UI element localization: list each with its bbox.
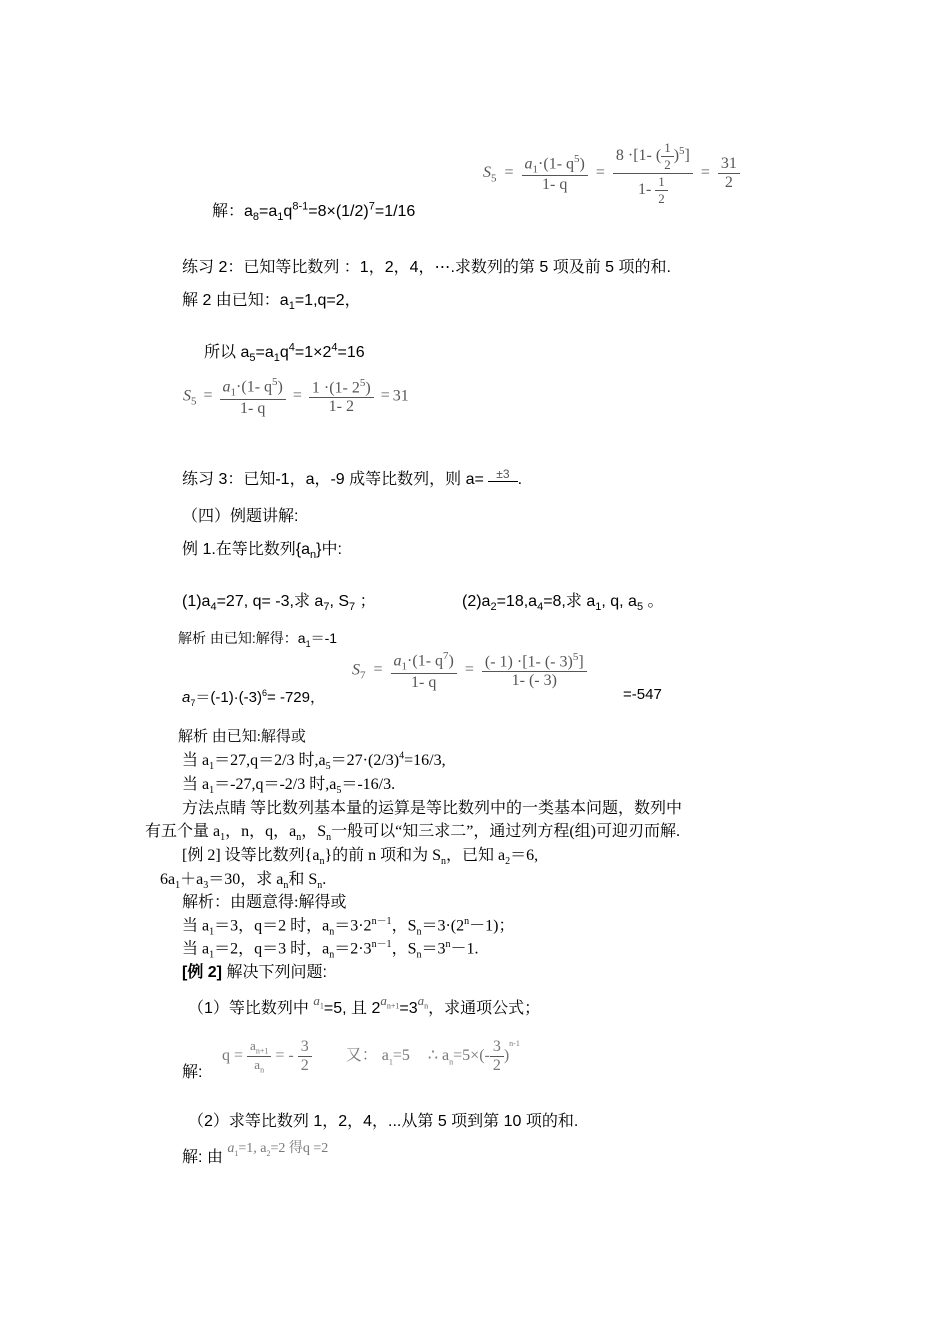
t: ＝-16/3. (341, 776, 396, 793)
t: ＝30，求 a (208, 871, 284, 888)
subscript: n (296, 832, 302, 844)
so-mid: =a (255, 344, 274, 361)
s7-result: =-547 (623, 686, 662, 703)
subscript: 1 (209, 949, 215, 961)
num-a: a (524, 155, 533, 173)
q-fraction (247, 1038, 271, 1074)
t: 得q =2 (288, 1141, 329, 1156)
p: 。 (647, 593, 664, 610)
num-end: ] (578, 653, 584, 671)
num-rest: ·(1- q (407, 652, 444, 670)
example-2b-solution-2 (182, 1141, 329, 1168)
analysis-2-case-1 (182, 747, 446, 772)
subscript: 2 (490, 601, 497, 614)
num-a: a (393, 652, 402, 670)
example-1-title (182, 536, 342, 561)
method-line-2 (145, 818, 680, 843)
t: =2 (270, 1141, 286, 1156)
t: ，S (301, 823, 327, 840)
t: =16/3, (404, 752, 446, 769)
example-2-line-1 (182, 842, 538, 867)
end: . (517, 471, 523, 488)
subscript: n (310, 549, 317, 562)
title-end: }中: (316, 541, 342, 558)
den-a: 1- (637, 181, 652, 199)
superscript: 6 (262, 688, 268, 698)
prefix: 解： (212, 203, 245, 220)
s-symbol: S (183, 387, 191, 405)
inner-frac (661, 140, 674, 173)
den: 1- q (411, 673, 437, 691)
t: 当 a (182, 940, 210, 958)
subscript: 7 (349, 601, 356, 614)
subscript: 7 (323, 601, 330, 614)
fraction-1 (391, 650, 457, 692)
t: －1. (450, 940, 479, 958)
q-val-den: 2 (300, 1057, 309, 1074)
result: =1/16 (374, 203, 416, 220)
rest: ＝(-1)·(-3) (195, 689, 263, 706)
t: ，n，q，a (225, 823, 297, 840)
superscript: n (464, 916, 470, 927)
t: 一般可以“知三求二”，通过列方程(组)可迎刃而解. (331, 823, 680, 840)
q-formula (222, 1038, 520, 1075)
a: a (227, 1141, 235, 1156)
t: ，求通项公式； (428, 1000, 541, 1017)
t: 当 a (182, 776, 210, 793)
an-eq: =5×(- (453, 1047, 490, 1065)
p: (1)a (182, 593, 211, 610)
num-rest: ·(1- q (538, 155, 575, 173)
fraction-2 (482, 651, 587, 690)
s-symbol: S (352, 661, 360, 679)
superscript: 4 (288, 341, 295, 354)
t: =1, a (238, 1141, 267, 1156)
t: ＝-27,q＝-2/3 时,a (214, 776, 337, 793)
superscript: 5 (572, 651, 579, 664)
num-a: a (222, 378, 231, 396)
t: ＝27·(2/3) (330, 752, 400, 769)
a7-line (182, 686, 325, 708)
subscript: n (416, 949, 422, 961)
subscript: 2 (505, 856, 511, 868)
subscript: n (319, 856, 325, 868)
subscript: 1 (273, 352, 280, 365)
subscript: n (317, 880, 323, 892)
eq: =a (259, 203, 278, 220)
num-end: ) (448, 652, 454, 670)
therefore: ∴ (427, 1047, 439, 1065)
subscript: 5 (249, 352, 256, 365)
so-prefix: 所以 a (204, 344, 250, 361)
p: =18,a (496, 593, 538, 610)
num-end: ] (684, 147, 690, 165)
subscript: n (329, 949, 335, 961)
superscript: 5 (679, 144, 685, 157)
t: 当 a (182, 752, 210, 769)
subscript: n+1 (386, 1001, 400, 1011)
subscript: 1 (209, 926, 215, 938)
subscript: 1 (277, 211, 284, 224)
example-2b-solution-label: 解: (182, 1064, 203, 1081)
t: ＝27,q＝2/3 时,a (214, 752, 326, 769)
blank-answer: ±3 (488, 467, 517, 482)
subscript: 1 (388, 1057, 393, 1067)
math-an (417, 993, 429, 1011)
den: 1- (- 3) (511, 672, 557, 690)
q-value (298, 1038, 312, 1075)
t: ，已知 a (446, 847, 506, 864)
q: q (279, 344, 289, 361)
a: a (380, 993, 387, 1008)
inner-num: 1 (655, 174, 668, 191)
label: 解: 由 (182, 1149, 223, 1166)
p: =27, q= -3,求 a (216, 593, 324, 610)
math-an1 (380, 993, 400, 1011)
superscript: n－1 (371, 916, 392, 927)
analysis-1 (178, 628, 337, 649)
an-num: 3 (490, 1038, 504, 1057)
superscript: 5 (574, 152, 580, 165)
p: ； (359, 593, 376, 610)
t: ＝3·(2 (421, 917, 465, 935)
rest: =8×(1/2) (308, 203, 369, 220)
t: ＋a (180, 871, 204, 888)
t: ，S (391, 917, 417, 935)
subscript: 5 (191, 395, 197, 408)
p: (2)a (462, 593, 491, 610)
t: [例 2] 设等比数列{a (182, 847, 320, 864)
s5-formula-mid: $S_5$ = $\frac{a_1\cdot(1- q^5)}{1- q}$ = $\frac{1 \cdot(1- 2^5)}{1- 2}$ = 31 (183, 376, 409, 417)
so-end: =16 (337, 344, 365, 361)
result-den: 2 (724, 174, 733, 191)
t: =5, 且 2 (323, 1000, 381, 1017)
t: 6a (160, 871, 176, 888)
title-a: 例 1.在等比数列{a (182, 541, 311, 558)
t: （1）等比数列中 (188, 1000, 309, 1017)
example-2-solution: 解析：由题意得:解得或 (182, 894, 347, 911)
subscript: 1 (319, 1001, 324, 1011)
subscript: 1 (209, 785, 215, 797)
t: －1)； (469, 917, 515, 935)
subscript: 1 (401, 660, 408, 673)
sol-rest: =1,q=2， (294, 292, 361, 309)
text: 练习 3：已知-1，a，-9 成等比数列，则 a= (182, 471, 484, 488)
num-end: ) (579, 155, 585, 173)
subscript: n (416, 926, 422, 938)
superscript: 5 (359, 377, 366, 390)
den: 1- q (240, 399, 266, 417)
subscript: 1 (532, 163, 539, 176)
a: a (417, 993, 425, 1008)
title-bold: [例 2] (182, 964, 223, 981)
s7-formula: $S_7$ = $\frac{a_1\cdot(1- q^7)}{1- q}$ = $\frac{(- 1) \cdot[1- (- 3)^5]}{1- (- 3)}$ (352, 650, 587, 692)
t: ＝3·2 (334, 917, 372, 935)
t: ，S (391, 940, 417, 958)
subscript: 1 (175, 880, 181, 892)
subscript: 7 (360, 669, 366, 682)
q: q (283, 203, 293, 220)
den: 1- q (542, 176, 568, 194)
p: , S (329, 593, 350, 610)
section-4-heading: （四）例题讲解: (182, 508, 299, 525)
math-a1 (313, 993, 324, 1011)
p: =8,求 a (543, 593, 596, 610)
p: , q, a (601, 593, 637, 610)
subscript: 1 (209, 761, 215, 773)
q-lhs: q = (222, 1047, 244, 1065)
an-end: ) (503, 1047, 510, 1065)
subscript: 4 (537, 601, 544, 614)
s-symbol: S (483, 164, 491, 182)
subscript: n (326, 832, 332, 844)
superscript: n (445, 939, 451, 950)
subscript: n+1 (255, 1047, 269, 1056)
t: 有五个量 a (145, 823, 221, 840)
den: a (254, 1057, 261, 1072)
superscript: 8-1 (292, 200, 309, 213)
subscript: 1 (288, 300, 295, 313)
subscript: n (441, 856, 447, 868)
s5-formula-top: $S_5$ = $\frac{a_1\cdot(1- q^5)}{1- q}$ = 8 ·[1- ( $\frac{1}{2}$ )$^5$] 1- $\frac{1}{2}$ = $\frac{31}{2}$ (483, 140, 740, 207)
end: = -729， (267, 689, 325, 706)
subscript: n (424, 1001, 429, 1011)
subscript: n (283, 880, 289, 892)
example-2-case-1 (182, 912, 514, 938)
subscript: 1 (230, 386, 237, 399)
subscript: 5 (325, 761, 331, 773)
superscript: 7 (368, 200, 375, 213)
result-frac (718, 155, 740, 192)
subscript: 8 (252, 211, 260, 224)
sol-prefix: 解 2 由已知：a (182, 292, 289, 309)
subscript: 1 (234, 1148, 239, 1158)
t: 和 S (288, 871, 318, 888)
subscript: 1 (305, 638, 311, 649)
num-rest: ·(1- q (236, 378, 273, 396)
num-end: ) (277, 378, 283, 396)
subscript: 3 (203, 880, 209, 892)
a: a (313, 993, 320, 1008)
superscript: 5 (272, 376, 278, 388)
example-1-part-1 (182, 588, 376, 613)
fraction-1 (522, 153, 588, 195)
superscript: 4 (331, 341, 338, 354)
inner-frac-den (655, 174, 668, 207)
an-fraction (490, 1038, 504, 1075)
superscript: n－1 (371, 939, 392, 950)
a: a (244, 203, 253, 220)
title-rest: 解决下列问题: (222, 964, 327, 981)
example-2b-question-2: （2）求等比数列 1，2，4，...从第 5 项到第 10 项的和. (188, 1113, 579, 1130)
num: (- 1) ·[1- (- 3) (484, 653, 573, 671)
q-val-num: 3 (298, 1038, 312, 1057)
subscript: n (260, 1065, 265, 1075)
fraction-2 (309, 377, 374, 416)
analysis-2: 解析 由已知:解得或 (178, 729, 306, 745)
result: 31 (392, 387, 409, 405)
subscript: 7 (190, 698, 196, 708)
subscript: 5 (636, 601, 644, 614)
an: a (442, 1047, 450, 1065)
t: ＝2·3 (334, 940, 372, 958)
a1: a (381, 1047, 389, 1065)
inner-den: 2 (664, 157, 671, 172)
example-1-part-2 (462, 588, 664, 613)
analysis-2-case-2 (182, 771, 395, 796)
t: 当 a (182, 917, 210, 935)
subscript: 2 (266, 1148, 271, 1158)
a1-eq: =5 (392, 1047, 410, 1065)
t: ＝6, (510, 847, 539, 864)
exercise-3-text (182, 466, 522, 489)
t: . (322, 871, 327, 888)
t: =3 (399, 1000, 418, 1017)
example-2-case-2 (182, 935, 479, 961)
sol2-math (227, 1141, 328, 1156)
subscript: n (449, 1057, 454, 1067)
subscript: 1 (595, 601, 602, 614)
t: ＝2，q＝3 时，a (214, 940, 330, 958)
exercise-2-text: 练习 2：已知等比数列 ：1，2，4，⋯.求数列的第 5 项及前 5 项的和. (182, 259, 671, 276)
num: a (250, 1038, 256, 1054)
superscript: n-1 (509, 1038, 520, 1048)
subscript: 5 (336, 785, 342, 797)
den: 1- 2 (328, 398, 354, 416)
end: ＝-1 (310, 630, 338, 646)
result-num: 31 (718, 155, 740, 174)
so-rest: =1×2 (294, 344, 332, 361)
inner-num: 1 (661, 140, 674, 157)
fraction-2: 8 ·[1- ( $\frac{1}{2}$ )$^5$] 1- $\frac{1}{2}$ (613, 140, 693, 207)
subscript: 5 (491, 172, 497, 185)
example-2-line-2 (160, 866, 326, 891)
t: }的前 n 项和为 S (324, 847, 442, 864)
subscript: 1 (220, 832, 226, 844)
num: 1 ·(1- 2 (311, 379, 360, 397)
num-end: ) (365, 379, 371, 397)
example-2b-question-1 (188, 995, 540, 1019)
a: a (182, 689, 191, 706)
t: ＝3，q＝2 时，a (214, 917, 330, 935)
num-a: 8 ·[1- ( (615, 147, 662, 165)
answer-a8 (212, 198, 415, 223)
method-line-1: 方法点睛 等比数列基本量的运算是等比数列中的一类基本问题，数列中 (182, 800, 683, 817)
fraction-1 (220, 376, 286, 418)
subscript: 4 (210, 601, 217, 614)
superscript: 4 (399, 750, 405, 762)
example-2b-title (182, 959, 327, 982)
q-eq: = - (275, 1047, 294, 1065)
also: 又： (345, 1047, 378, 1065)
superscript: 7 (443, 650, 449, 662)
inner-den: 2 (658, 191, 665, 206)
exercise-2-a5 (204, 339, 365, 364)
t: ＝3 (421, 940, 446, 958)
an-den: 2 (492, 1057, 501, 1074)
text: 解析 由已知:解得：a (178, 630, 306, 646)
exercise-2-solution (182, 287, 361, 312)
subscript: n (329, 926, 335, 938)
